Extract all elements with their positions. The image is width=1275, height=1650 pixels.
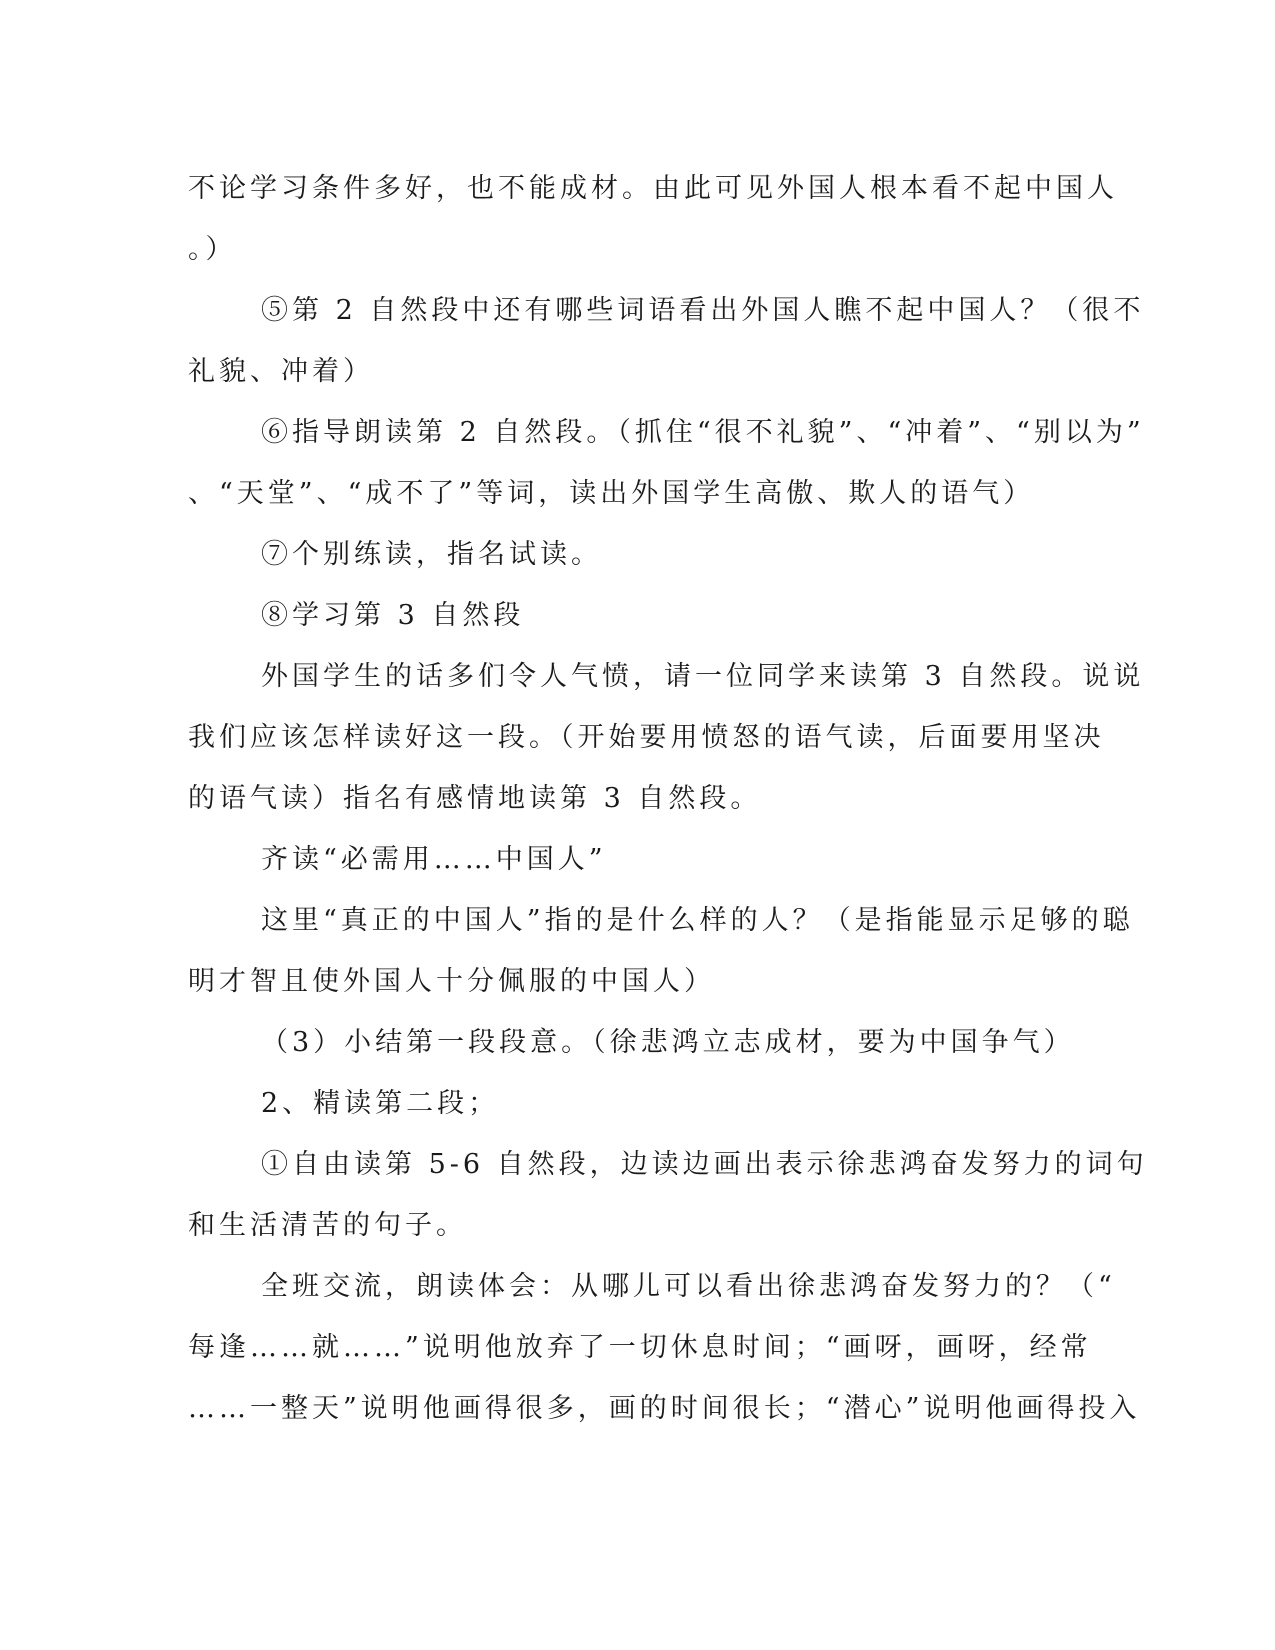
text-line: （3）小结第一段段意。（徐悲鸿立志成材，要为中国争气） bbox=[261, 1027, 1075, 1058]
text-line: ①自由读第 5-6 自然段，边读边画出表示徐悲鸿奋发努力的词句 bbox=[261, 1149, 1148, 1180]
text-line: 我们应该怎样读好这一段。（开始要用愤怒的语气读，后面要用坚决 bbox=[188, 722, 1105, 753]
text-line: 不论学习条件多好，也不能成材。由此可见外国人根本看不起中国人 bbox=[188, 173, 1118, 204]
text-line: 这里“真正的中国人”指的是什么样的人？（是指能显示足够的聪 bbox=[261, 905, 1134, 936]
text-line: ……一整天”说明他画得很多，画的时间很长；“潜心”说明他画得投入 bbox=[188, 1393, 1141, 1424]
text-line: 齐读“必需用……中国人” bbox=[261, 844, 607, 875]
text-line: 外国学生的话多们令人气愤，请一位同学来读第 3 自然段。说说 bbox=[261, 661, 1145, 692]
text-line: 全班交流，朗读体会：从哪儿可以看出徐悲鸿奋发努力的？（“ bbox=[261, 1271, 1116, 1302]
text-line: 和生活清苦的句子。 bbox=[188, 1210, 467, 1241]
text-line: ⑥指导朗读第 2 自然段。（抓住“很不礼貌”、“冲着”、“别以为” bbox=[261, 417, 1145, 448]
text-line: 2、精读第二段； bbox=[261, 1088, 500, 1119]
text-line: 。） bbox=[188, 234, 237, 265]
text-line: ⑧学习第 3 自然段 bbox=[261, 600, 525, 631]
text-line: 每逢……就……”说明他放弃了一切休息时间；“画呀，画呀，经常 bbox=[188, 1332, 1092, 1363]
text-line: 明才智且使外国人十分佩服的中国人） bbox=[188, 966, 715, 997]
text-line: ⑤第 2 自然段中还有哪些词语看出外国人瞧不起中国人？（很不 bbox=[261, 295, 1145, 326]
body-text bbox=[188, 158, 1148, 1439]
text-line: ⑦个别练读，指名试读。 bbox=[261, 539, 602, 570]
text-line: 的语气读）指名有感情地读第 3 自然段。 bbox=[188, 783, 762, 814]
text-line: 、“天堂”、“成不了”等词，读出外国学生高傲、欺人的语气） bbox=[188, 478, 1035, 509]
text-line: 礼貌、冲着） bbox=[188, 356, 374, 387]
